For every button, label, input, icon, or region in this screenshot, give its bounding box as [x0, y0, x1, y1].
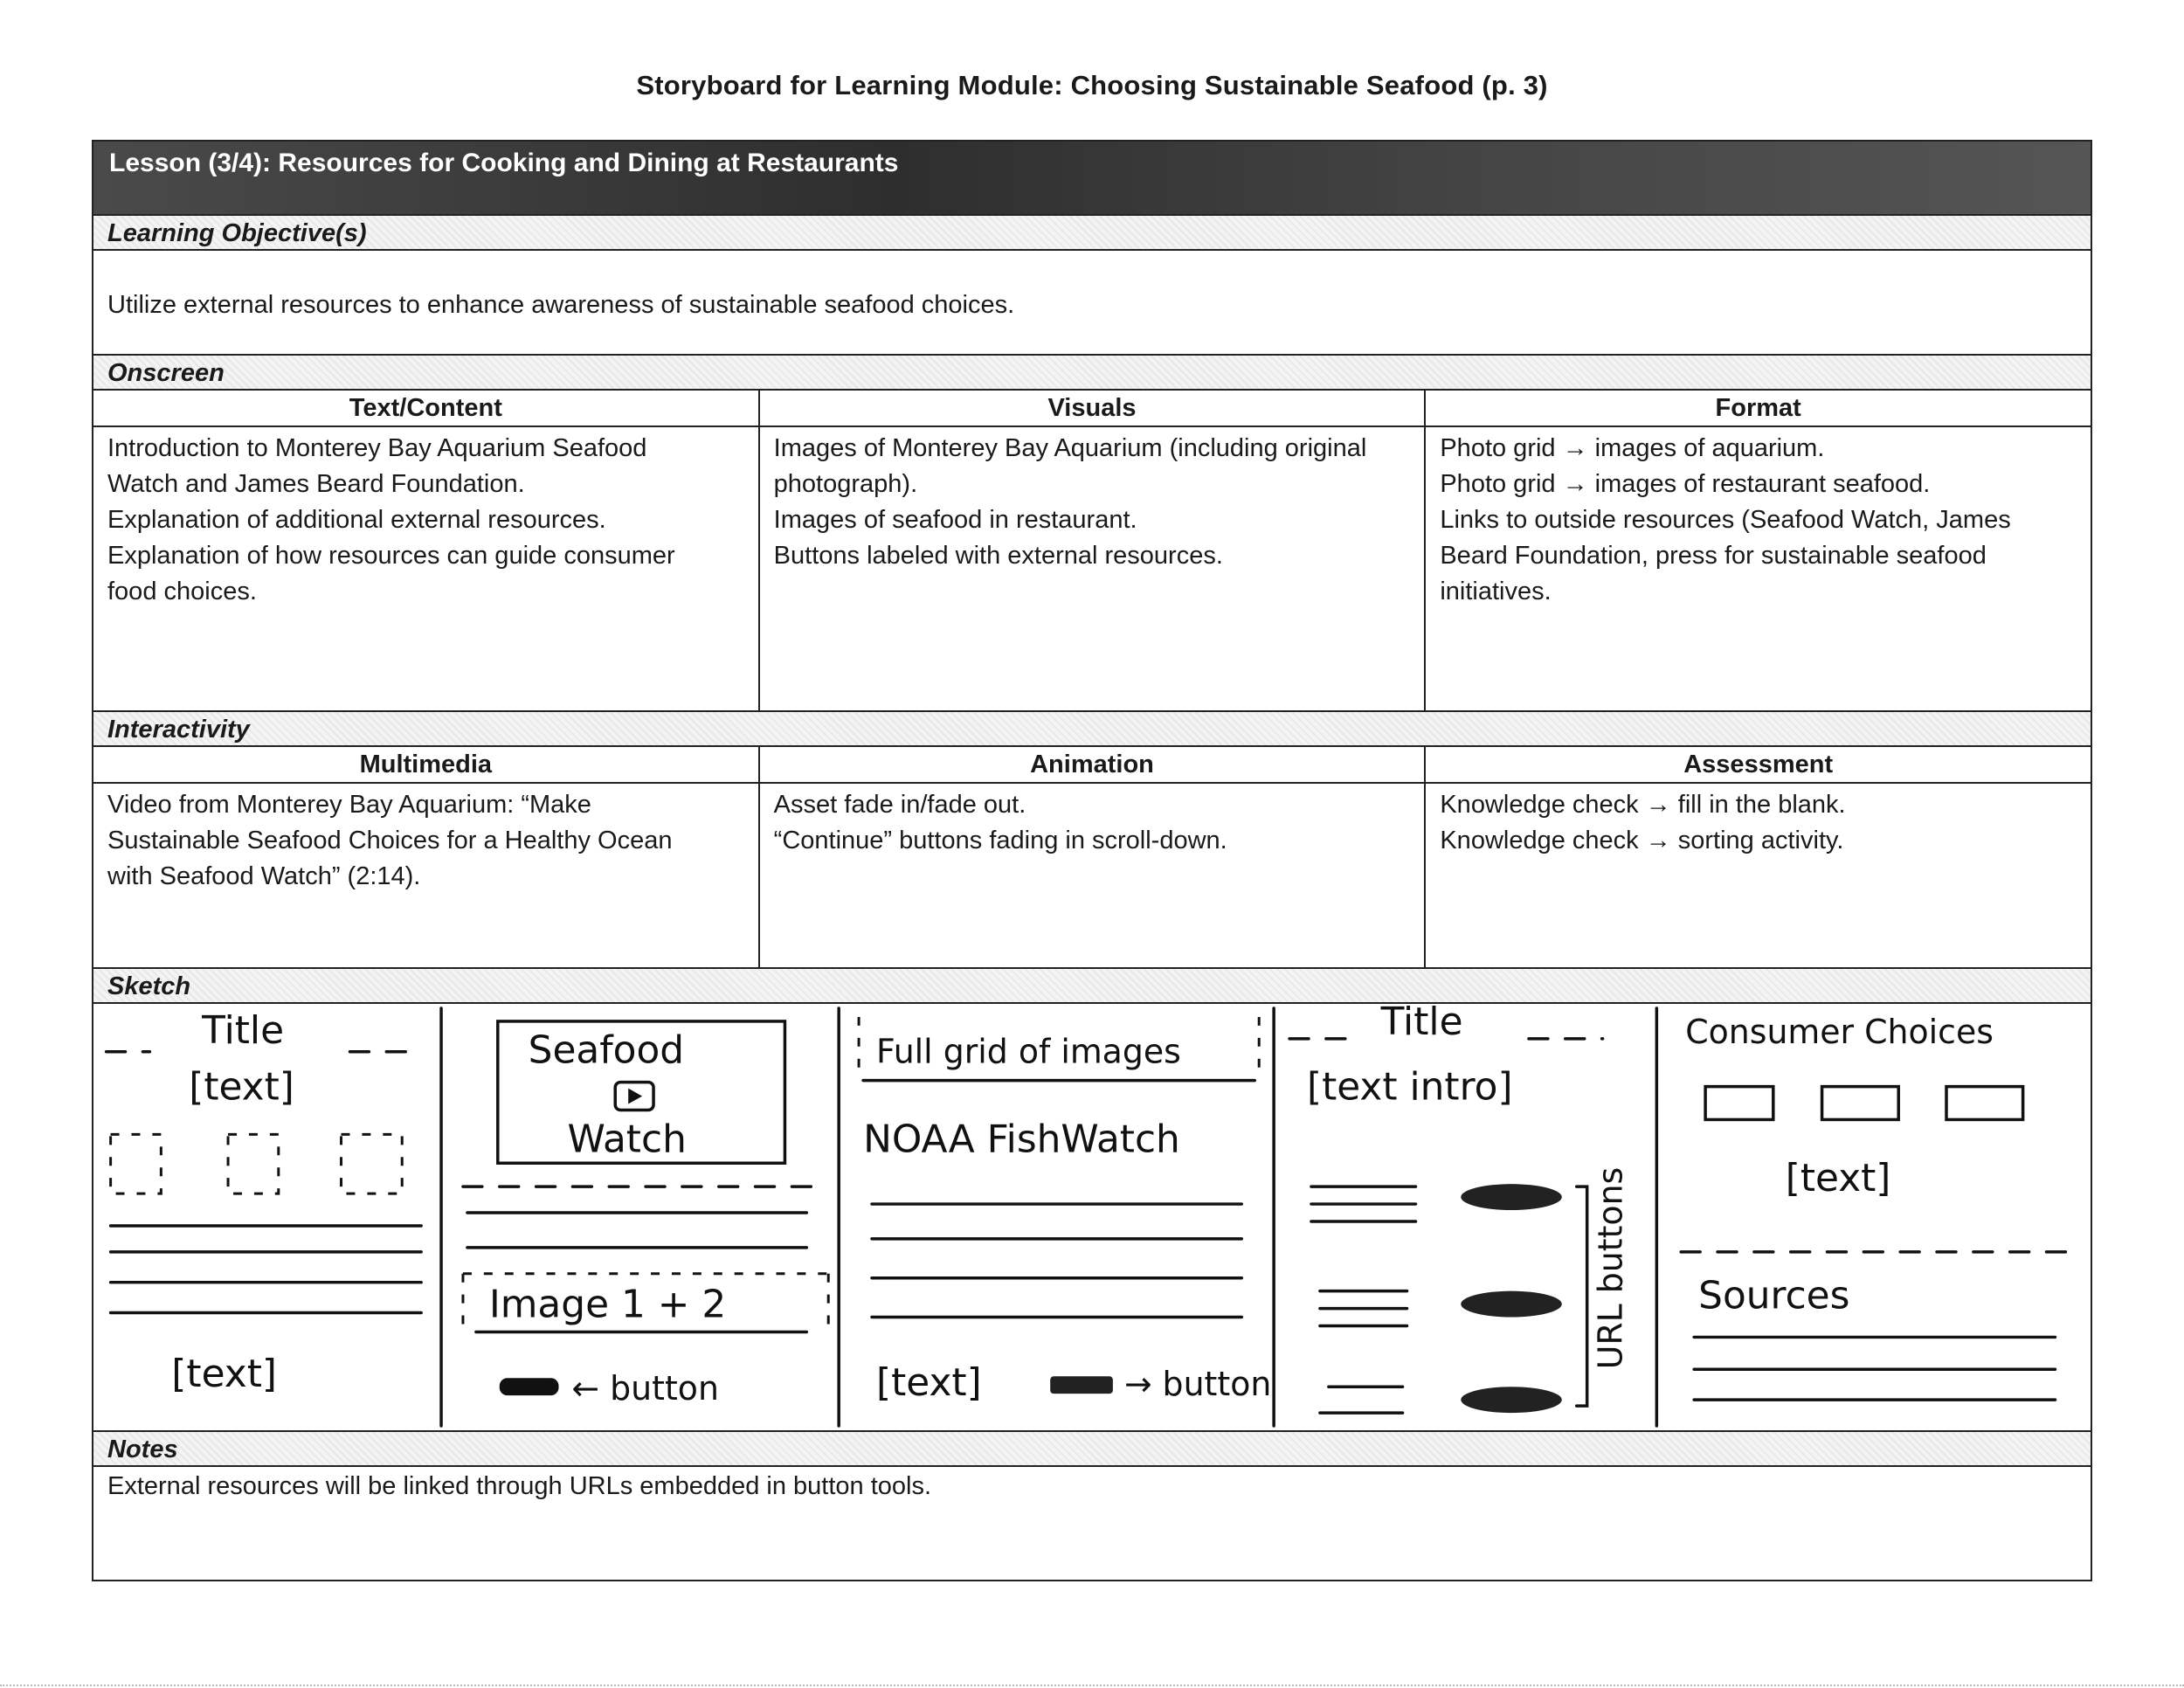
panel4-url-label: URL buttons: [1591, 1166, 1630, 1370]
sketch-drawing: [93, 1004, 2091, 1430]
panel2-box-bottom: Watch: [567, 1117, 687, 1162]
url-button-sketch: [1461, 1387, 1562, 1413]
text-line: Photo grid → images of aquarium.: [1440, 434, 1825, 462]
panel3-heading: NOAA FishWatch: [863, 1117, 1180, 1162]
page-title: Storyboard for Learning Module: Choosing Sustainable Seafood (p. 3): [636, 70, 1548, 100]
bracket-sketch: [1577, 1186, 1587, 1406]
header-format: Format: [1715, 394, 1801, 422]
footer-divider: [0, 1685, 2184, 1686]
format-cell: [1426, 427, 2091, 710]
interactivity-body: [93, 784, 2091, 969]
sketch-panel-1: [107, 1008, 422, 1396]
objective-text: Utilize external resources to enhance awareness of sustainable seafood choices.: [93, 286, 2091, 356]
text-line: initiatives.: [1440, 578, 1552, 605]
section-interactivity: Interactivity: [93, 710, 2091, 747]
text-line: Sustainable Seafood Choices for a Healthy Ocean: [107, 827, 673, 854]
sketch-panel-5: [1681, 1013, 2072, 1400]
text-line: Images of Monterey Bay Aquarium (including original: [773, 434, 1367, 462]
sketch-panel-3: [859, 1017, 1271, 1405]
panel3-text: [text]: [876, 1360, 982, 1406]
sketch-area: [93, 1004, 2091, 1432]
text-line: Explanation of how resources can guide consumer: [107, 542, 675, 570]
header-animation: Animation: [760, 747, 1427, 782]
panel4-title: Title: [1380, 1004, 1463, 1044]
text-line: Buttons labeled with external resources.: [773, 542, 1223, 570]
panel4-intro: [text intro]: [1306, 1064, 1513, 1110]
panel5-title: Consumer Choices: [1685, 1012, 1994, 1051]
text-line: Beard Foundation, press for sustainable seafood: [1440, 542, 1987, 570]
button-sketch: [1050, 1376, 1113, 1394]
panel3-button-label: → button: [1123, 1365, 1272, 1404]
sketch-panel-2: [463, 1021, 828, 1408]
section-onscreen: Onscreen: [93, 354, 2091, 391]
text-line: photograph).: [773, 470, 918, 498]
sketch-panel-4: [1289, 1004, 1629, 1413]
play-triangle-icon: [628, 1089, 642, 1104]
panel3-grid-label: Full grid of images: [876, 1032, 1181, 1071]
panel2-box-top: Seafood: [528, 1027, 685, 1073]
text-line: Video from Monterey Bay Aquarium: “Make: [107, 791, 591, 819]
storyboard-table: [92, 140, 2092, 1581]
image-placeholder: [228, 1134, 279, 1193]
onscreen-body: [93, 427, 2091, 712]
lesson-header: Lesson (3/4): Resources for Cooking and Dining at Restaurants: [93, 142, 2091, 216]
text-line: Asset fade in/fade out.: [773, 791, 1026, 819]
panel2-image-label: Image 1 + 2: [488, 1282, 727, 1327]
onscreen-headers: [93, 391, 2091, 427]
choice-box: [1822, 1087, 1899, 1120]
header-visuals: Visuals: [760, 391, 1427, 425]
button-sketch: [500, 1378, 559, 1395]
text-line: Explanation of additional external resources.: [107, 506, 606, 534]
section-learning-objectives: Learning Objective(s): [93, 214, 2091, 251]
panel1-text-top: [text]: [189, 1064, 294, 1110]
panel5-sources: Sources: [1698, 1273, 1850, 1318]
header-text-content: Text/Content: [93, 391, 760, 425]
url-button-sketch: [1461, 1184, 1562, 1210]
panel5-text: [text]: [1785, 1156, 1891, 1201]
header-multimedia: Multimedia: [93, 747, 760, 782]
notes-text: External resources will be linked through URLs embedded in button tools.: [107, 1472, 932, 1500]
text-line: Knowledge check → sorting activity.: [1440, 827, 1844, 854]
text-content-cell: [93, 427, 760, 710]
choice-box: [1946, 1087, 2023, 1120]
text-line: Introduction to Monterey Bay Aquarium Seafood: [107, 434, 647, 462]
text-line: Photo grid → images of restaurant seafood.: [1440, 470, 1931, 498]
text-line: “Continue” buttons fading in scroll-down.: [773, 827, 1227, 854]
animation-cell: [760, 784, 1427, 967]
section-sketch: Sketch: [93, 967, 2091, 1004]
visuals-cell: [760, 427, 1427, 710]
choice-box: [1705, 1087, 1773, 1120]
image-placeholder: [111, 1134, 162, 1193]
text-line: Watch and James Beard Foundation.: [107, 470, 525, 498]
assessment-cell: [1426, 784, 2091, 967]
panel1-text-bottom: [text]: [171, 1352, 277, 1397]
text-line: Links to outside resources (Seafood Watch, James: [1440, 506, 2011, 534]
header-assessment: Assessment: [1683, 751, 1834, 778]
url-button-sketch: [1461, 1291, 1562, 1318]
text-line: Images of seafood in restaurant.: [773, 506, 1137, 534]
section-notes: Notes: [93, 1430, 2091, 1467]
multimedia-cell: [93, 784, 760, 967]
image-placeholder: [342, 1134, 403, 1193]
text-line: food choices.: [107, 578, 257, 605]
interactivity-headers: [93, 747, 2091, 784]
text-line: with Seafood Watch” (2:14).: [107, 862, 421, 890]
text-line: Knowledge check → fill in the blank.: [1440, 791, 1846, 819]
panel1-title: Title: [202, 1007, 285, 1053]
panel2-button-label: ← button: [571, 1369, 719, 1408]
